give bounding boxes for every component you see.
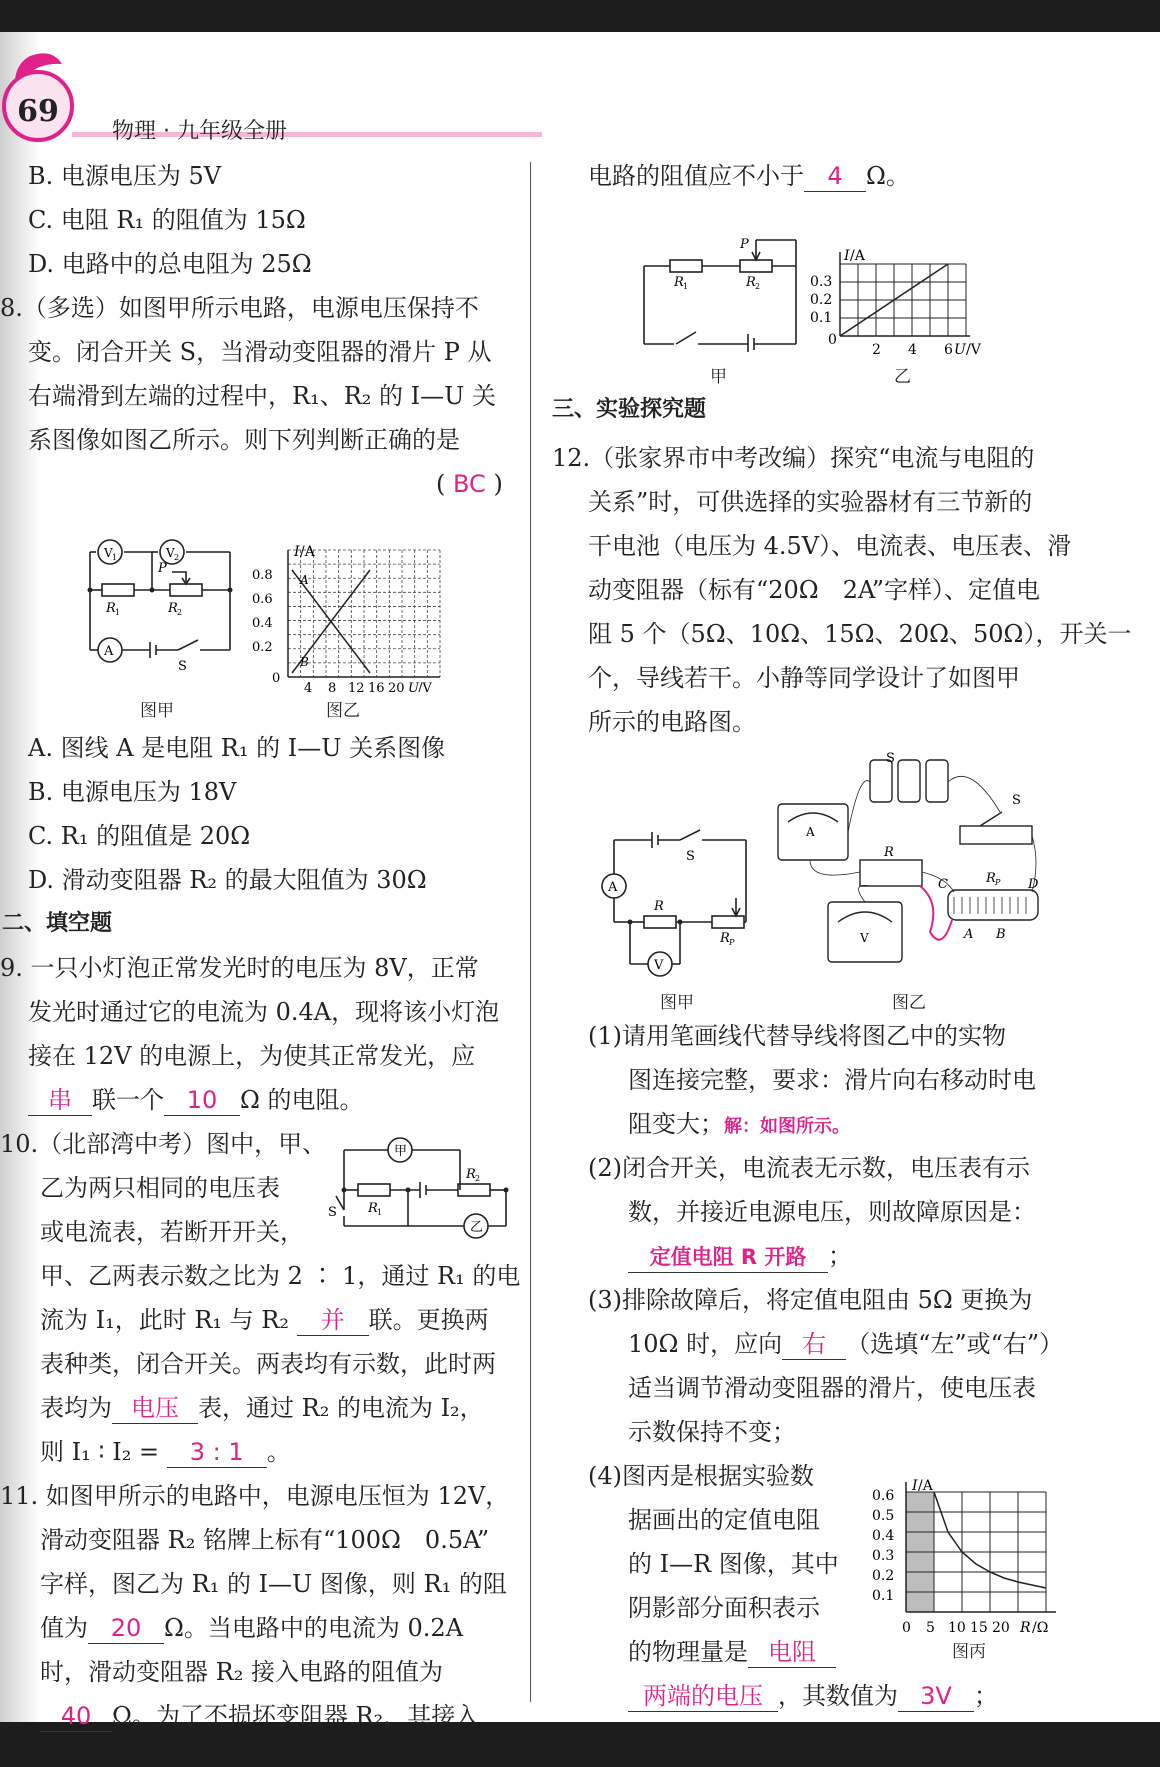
q8-option-d: D. 滑动变阻器 R₂ 的最大阻值为 30Ω xyxy=(28,866,427,894)
q8-line-2: 变。闭合开关 S，当滑动变阻器的滑片 P 从 xyxy=(28,338,492,366)
q10-l7-text-a: 表均为 xyxy=(40,1394,112,1422)
q10-line-7 xyxy=(40,1386,484,1430)
q8-line-1: 8.（多选）如图甲所示电路，电源电压保持不 xyxy=(0,294,479,322)
svg-text:V: V xyxy=(166,546,175,560)
q10-line-1: 10.（北部湾中考）图中，甲、 xyxy=(0,1130,327,1158)
q9-answer-1: 串 xyxy=(28,1085,92,1116)
q11-cont-line xyxy=(588,154,910,198)
section-3-title: 三、实验探究题 xyxy=(552,397,707,422)
q8-fig-a-caption: 图甲 xyxy=(140,701,174,721)
q12-line-4: 动变阻器（标有“20Ω 2A”字样）、定值电 xyxy=(588,576,1041,604)
svg-text:R: R xyxy=(168,601,178,616)
svg-text:甲: 甲 xyxy=(394,1144,408,1159)
q12-p4-answer-3: 3V xyxy=(898,1681,974,1712)
q12-p1-line-3 xyxy=(628,1102,850,1149)
q12-p4-answer-1: 电阻 xyxy=(748,1637,836,1668)
q12-fig-b-caption: 图乙 xyxy=(892,993,926,1013)
q12-p3-line-4: 示数保持不变； xyxy=(628,1418,796,1446)
svg-text:6: 6 xyxy=(944,342,953,358)
q12-p3-line-2 xyxy=(628,1322,1063,1366)
q8-iu-graph xyxy=(240,542,450,692)
q12-line-5: 阻 5 个（5Ω、10Ω、15Ω、20Ω、50Ω），开关一 xyxy=(588,620,1132,648)
q9-line-1: 9. 一只小灯泡正常发光时的电压为 8V，正常 xyxy=(0,954,479,982)
q12-p3-line-1: (3)排除故障后，将定值电阻由 5Ω 更换为 xyxy=(588,1286,1033,1314)
q12-p3-line-3: 适当调节滑动变阻器的滑片，使电压表 xyxy=(628,1374,1036,1402)
svg-text:R: R xyxy=(106,601,116,616)
svg-text:0.6: 0.6 xyxy=(872,1488,895,1504)
q11-answer-2: 40 xyxy=(40,1701,112,1732)
q8-option-a: A. 图线 A 是电阻 R₁ 的 I—U 关系图像 xyxy=(28,734,446,762)
section-2-title: 二、填空题 xyxy=(2,911,113,936)
q11-fig-a-caption: 甲 xyxy=(710,367,727,387)
q10-l8-text-b: 。 xyxy=(266,1438,291,1466)
q12-p4-line-1: (4)图丙是根据实验数 xyxy=(588,1462,814,1490)
svg-text:2: 2 xyxy=(755,282,761,291)
q12-p3-text-b: （选填“左”或“右”） xyxy=(846,1330,1064,1358)
svg-text:2: 2 xyxy=(177,608,183,617)
svg-text:B: B xyxy=(996,927,1006,942)
q9-answer-2: 10 xyxy=(164,1085,240,1116)
svg-text:A: A xyxy=(964,927,974,942)
svg-text:D: D xyxy=(1028,877,1039,892)
svg-text:0.3: 0.3 xyxy=(872,1548,895,1564)
q12-p4-answer-2: 两端的电压 xyxy=(628,1681,778,1712)
q10-line-3: 或电流表，若断开开关， xyxy=(40,1218,304,1246)
svg-text:2: 2 xyxy=(872,342,881,358)
q10-line-4: 甲、乙两表示数之比为 2 ∶ 1，通过 R₁ 的电 xyxy=(40,1262,521,1290)
svg-text:U: U xyxy=(954,342,966,358)
q8-answer-value: BC xyxy=(453,470,486,498)
q12-p1-line-2: 图连接完整，要求：滑片向右移动时电 xyxy=(628,1066,1036,1094)
svg-text:I: I xyxy=(912,1478,918,1494)
svg-text:I: I xyxy=(294,544,300,560)
q12-fig-c-caption: 图丙 xyxy=(952,1642,986,1662)
svg-text:0.3: 0.3 xyxy=(810,274,833,290)
svg-text:0.2: 0.2 xyxy=(810,292,833,308)
q12-line-1: 12.（张家界市中考改编）探究“电流与电阻的 xyxy=(552,444,1035,472)
svg-text:0.8: 0.8 xyxy=(252,568,273,583)
q9-end-text: Ω 的电阻。 xyxy=(240,1086,364,1114)
svg-text:0.1: 0.1 xyxy=(810,310,833,326)
svg-text:15: 15 xyxy=(970,1620,988,1636)
svg-text:S: S xyxy=(328,1205,337,1220)
q11-answer-1: 20 xyxy=(88,1613,164,1644)
q11-line-4 xyxy=(40,1606,463,1650)
q12-p2-line-2: 数，并接近电源电压，则故障原因是： xyxy=(628,1198,1036,1226)
book-title: 物理 · 九年级全册 xyxy=(112,119,287,144)
svg-text:/A: /A xyxy=(850,248,865,264)
q12-p3-answer: 右 xyxy=(782,1329,846,1360)
q11-cont-text-b: Ω。 xyxy=(866,162,910,190)
svg-text:B: B xyxy=(300,655,309,669)
svg-text:1: 1 xyxy=(112,553,118,562)
svg-text:乙: 乙 xyxy=(470,1220,484,1235)
svg-text:0.4: 0.4 xyxy=(252,616,273,631)
q12-p1-answer: 解：如图所示。 xyxy=(724,1116,850,1137)
q11-cont-text-a: 电路的阻值应不小于 xyxy=(588,162,804,190)
svg-text:/V: /V xyxy=(966,342,981,358)
svg-text:0: 0 xyxy=(828,332,837,348)
svg-text:0: 0 xyxy=(272,671,281,686)
svg-text:0: 0 xyxy=(902,1620,911,1636)
q9-line-4 xyxy=(28,1078,364,1122)
svg-text:2: 2 xyxy=(174,553,180,562)
q10-l8-text-a: 则 I₁ ∶ I₂ = xyxy=(40,1438,167,1466)
q10-circuit-diagram xyxy=(328,1130,518,1240)
svg-text:P: P xyxy=(740,237,749,252)
q8-answer: ( BC ) xyxy=(436,470,503,498)
svg-text:A: A xyxy=(104,644,114,659)
svg-text:A: A xyxy=(806,825,815,839)
svg-text:A: A xyxy=(300,573,309,587)
q12-p4-mid: ，其数值为 xyxy=(778,1682,898,1710)
column-divider xyxy=(530,162,531,1702)
svg-text:10: 10 xyxy=(948,1620,966,1636)
q9-line-3: 接在 12V 的电源上，为使其正常发光，应 xyxy=(28,1042,476,1070)
svg-text:S: S xyxy=(1012,793,1021,808)
q10-l5-text-b: 联。更换两 xyxy=(368,1306,489,1334)
svg-text:0.2: 0.2 xyxy=(252,640,273,655)
q12-line-3: 干电池（电压为 4.5V）、电流表、电压表、滑 xyxy=(588,532,1072,560)
svg-text:R: R xyxy=(720,931,730,946)
svg-text:/Ω: /Ω xyxy=(1032,1620,1049,1636)
svg-text:4: 4 xyxy=(908,342,917,358)
q10-line-5 xyxy=(40,1298,489,1342)
q10-line-6: 表种类，闭合开关。两表均有示数，此时两 xyxy=(40,1350,496,1378)
svg-text:0.1: 0.1 xyxy=(872,1588,895,1604)
page-number: 69 xyxy=(17,94,59,129)
svg-text:1: 1 xyxy=(377,1208,383,1217)
svg-text:2: 2 xyxy=(475,1174,481,1183)
svg-text:/V: /V xyxy=(418,681,432,692)
q8-circuit-diagram xyxy=(82,532,242,692)
q11-line-1: 11. 如图甲所示的电路中，电源电压恒为 12V， xyxy=(0,1482,510,1510)
svg-text:16: 16 xyxy=(368,681,385,692)
q11-l4-text-a: 值为 xyxy=(40,1614,88,1642)
svg-text:12: 12 xyxy=(348,681,365,692)
svg-text:C: C xyxy=(938,877,948,892)
svg-text:0.2: 0.2 xyxy=(872,1568,895,1584)
svg-text:0.4: 0.4 xyxy=(872,1528,895,1544)
q12-p4-text: 的物理量是 xyxy=(628,1638,748,1666)
svg-text:R: R xyxy=(368,1201,378,1216)
q9-mid-text: 联一个 xyxy=(92,1086,164,1114)
q11-answer-3: 4 xyxy=(804,161,866,192)
q12-line-6: 个，导线若干。小静等同学设计了如图甲 xyxy=(588,664,1020,692)
q12-p2-answer: 定值电阻 R 开路 xyxy=(628,1242,828,1273)
svg-text:S: S xyxy=(886,752,895,766)
q8-line-4: 系图像如图乙所示。则下列判断正确的是 xyxy=(28,426,460,454)
q12-p4-end: ； xyxy=(974,1682,998,1710)
q12-p1-text: 阻变大； xyxy=(628,1110,724,1138)
svg-text:/A: /A xyxy=(918,1478,933,1494)
q12-apparatus-diagram xyxy=(770,752,1040,982)
q11-l4-text-b: Ω。当电路中的电流为 0.2A xyxy=(164,1614,464,1642)
q7-option-c: C. 电阻 R₁ 的阻值为 15Ω xyxy=(28,206,306,234)
svg-text:1: 1 xyxy=(115,608,121,617)
svg-text:R: R xyxy=(1020,1620,1031,1636)
q12-p2-end: ； xyxy=(828,1242,852,1270)
q12-p3-text-a: 10Ω 时，应向 xyxy=(628,1330,783,1358)
svg-text:V: V xyxy=(860,931,869,945)
q12-fig-a-caption: 图甲 xyxy=(660,993,694,1013)
q12-p4-line-2: 据画出的定值电阻 xyxy=(628,1506,820,1534)
svg-text:R: R xyxy=(986,871,996,886)
q10-answer-3: 3 : 1 xyxy=(167,1437,267,1468)
svg-text:V: V xyxy=(104,546,113,560)
q8-option-b: B. 电源电压为 18V xyxy=(28,778,237,806)
q7-option-b: B. 电源电压为 5V xyxy=(28,162,222,190)
svg-text:I: I xyxy=(844,248,850,264)
svg-text:R: R xyxy=(674,275,684,290)
q12-p1-line-1: (1)请用笔画线代替导线将图乙中的实物 xyxy=(588,1022,1006,1050)
q10-l7-text-b: 表，通过 R₂ 的电流为 I₂， xyxy=(198,1394,484,1422)
q12-circuit-diagram xyxy=(600,824,760,984)
svg-text:20: 20 xyxy=(992,1620,1010,1636)
svg-text:/A: /A xyxy=(300,544,315,560)
q12-p2-line-1: (2)闭合开关，电流表无示数，电压表有示 xyxy=(588,1154,1030,1182)
svg-text:P: P xyxy=(158,561,167,576)
svg-text:R: R xyxy=(884,845,894,860)
svg-text:R: R xyxy=(746,275,756,290)
q12-p4-line-3: 的 I—R 图像，其中 xyxy=(628,1550,839,1578)
q11-l6-text-b: Ω。为了不损坏变阻器 R₂，其接入 xyxy=(112,1702,480,1730)
q11-line-6 xyxy=(40,1694,479,1738)
svg-text:1: 1 xyxy=(683,282,689,291)
q10-line-2: 乙为两只相同的电压表 xyxy=(40,1174,280,1202)
svg-text:4: 4 xyxy=(304,681,313,692)
svg-text:S: S xyxy=(178,659,187,674)
q12-line-7: 所示的电路图。 xyxy=(588,708,756,736)
q10-line-8 xyxy=(40,1430,291,1474)
svg-text:U: U xyxy=(408,681,419,692)
svg-text:S: S xyxy=(686,849,695,864)
svg-text:0.6: 0.6 xyxy=(252,592,273,607)
q12-p4-line-6 xyxy=(628,1674,998,1718)
q12-ir-graph xyxy=(866,1472,1066,1652)
svg-text:R: R xyxy=(654,899,664,914)
q11-line-2: 滑动变阻器 R₂ 铭牌上标有“100Ω 0.5A” xyxy=(40,1526,490,1554)
svg-text:V: V xyxy=(654,958,664,973)
svg-text:8: 8 xyxy=(328,681,337,692)
svg-text:P: P xyxy=(729,938,735,947)
svg-text:A: A xyxy=(608,880,618,895)
q8-option-c: C. R₁ 的阻值是 20Ω xyxy=(28,822,251,850)
q10-answer-1: 并 xyxy=(297,1305,369,1336)
svg-text:0.5: 0.5 xyxy=(872,1508,895,1524)
q10-answer-2: 电压 xyxy=(112,1393,198,1424)
q11-iu-graph xyxy=(800,246,1010,358)
q8-line-3: 右端滑到左端的过程中，R₁、R₂ 的 I—U 关 xyxy=(28,382,496,410)
svg-text:5: 5 xyxy=(926,1620,935,1636)
q11-line-3: 字样，图乙为 R₁ 的 I—U 图像，则 R₁ 的阻 xyxy=(40,1570,507,1598)
header xyxy=(0,42,560,162)
page-sheet xyxy=(0,32,1160,1730)
q9-line-2: 发光时通过它的电流为 0.4A，现将该小灯泡 xyxy=(28,998,500,1026)
q11-circuit-diagram xyxy=(638,232,808,352)
q11-fig-b-caption: 乙 xyxy=(894,367,911,387)
q12-p4-line-5 xyxy=(628,1630,836,1674)
q10-l5-text-a: 流为 I₁，此时 R₁ 与 R₂ xyxy=(40,1306,297,1334)
q8-fig-b-caption: 图乙 xyxy=(326,701,360,721)
svg-text:R: R xyxy=(466,1167,476,1182)
q12-p2-line-3 xyxy=(628,1234,852,1278)
q7-option-d: D. 电路中的总电阻为 25Ω xyxy=(28,250,312,278)
q12-line-2: 关系”时，可供选择的实验器材有三节新的 xyxy=(588,488,1033,516)
q11-line-5: 时，滑动变阻器 R₂ 接入电路的阻值为 xyxy=(40,1658,443,1686)
svg-text:P: P xyxy=(995,878,1001,887)
svg-text:20: 20 xyxy=(388,681,405,692)
q12-p4-line-4: 阴影部分面积表示 xyxy=(628,1594,820,1622)
